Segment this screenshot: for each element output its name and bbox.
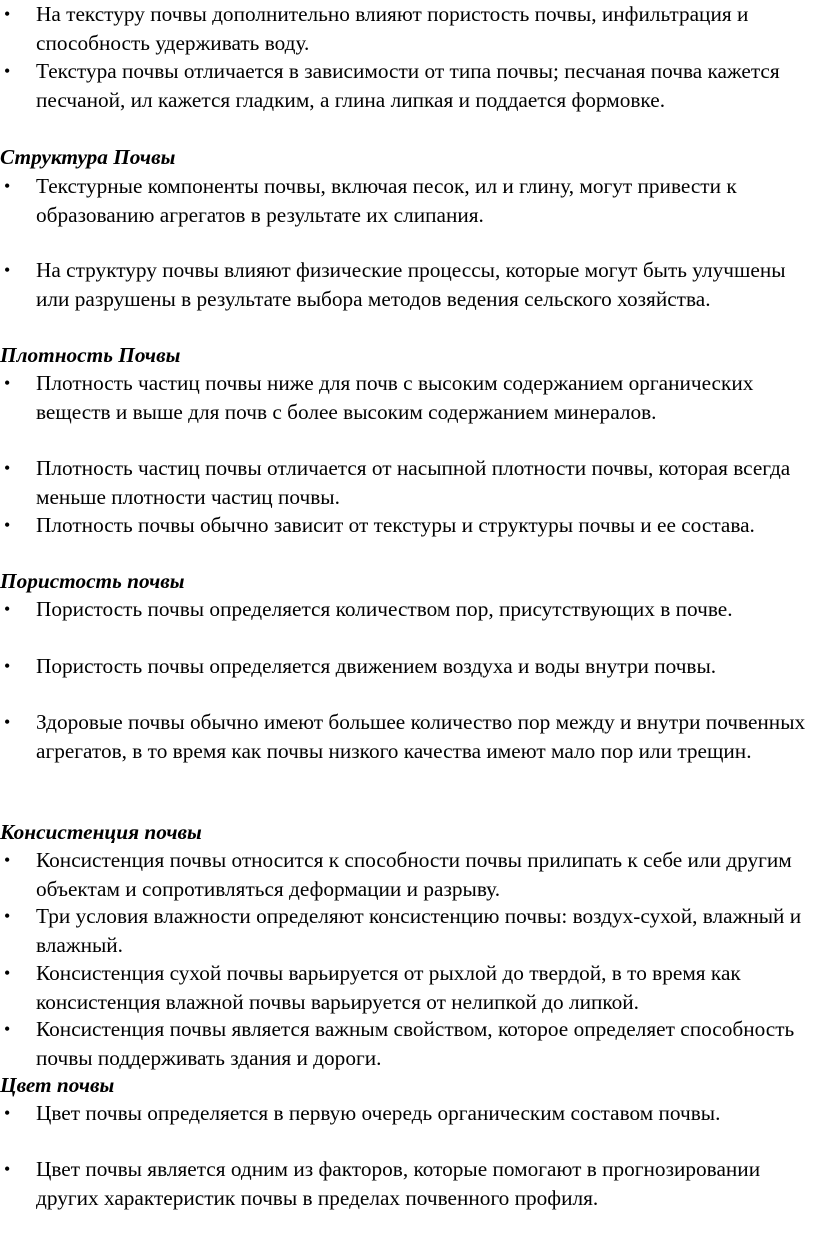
list-item: Пористость почвы определяется количеством пор, присутствующих в почве. [36,597,733,621]
bullet-icon: • [4,260,11,280]
list-item: Три условия влажности определяют консистенцию почвы: воздух-сухой, влажный и влажный. [36,904,802,957]
list-item: Плотность почвы обычно зависит от текстуры и структуры почвы и ее состава. [36,513,755,537]
bullet-icon: • [4,906,11,926]
list-item: Здоровые почвы обычно имеют большее количество пор между и внутри почвенных агрегатов, в то время как почвы низкого качества имеют мало пор или трещин. [36,710,806,763]
section-heading-porosity: Пористость почвы [0,569,185,593]
bullet-icon: • [4,599,11,619]
list-item: Текстурные компоненты почвы, включая песок, ил и глину, могут привести к образованию агрегатов в результате их слипания. [36,174,737,227]
section-heading-consistency: Консистенция почвы [0,820,202,844]
bullet-icon: • [4,656,11,676]
list-item: Консистенция сухой почвы варьируется от рыхлой до твердой, в то время как консистенция влажной почвы варьируется от нелипкой до липкой. [36,961,741,1014]
bullet-icon: • [4,458,11,478]
bullet-icon: • [4,1019,11,1039]
list-item: На текстуру почвы дополнительно влияют пористость почвы, инфильтрация и способность удерживать воду. [36,2,749,55]
bullet-icon: • [4,515,11,535]
bullet-icon: • [4,61,11,81]
list-item: Цвет почвы определяется в первую очередь органическим составом почвы. [36,1101,721,1125]
bullet-icon: • [4,4,11,24]
section-heading-color: Цвет почвы [0,1073,115,1097]
list-item: Пористость почвы определяется движением воздуха и воды внутри почвы. [36,654,717,678]
list-item: Текстура почвы отличается в зависимости от типа почвы; песчаная почва кажется песчаной, ил кажется гладким, а глина липкая и поддается формовке. [36,59,780,112]
bullet-icon: • [4,1159,11,1179]
section-heading-structure: Структура Почвы [0,145,176,169]
list-item: Плотность частиц почвы ниже для почв с высоким содержанием органических веществ и выше для почв с более высоким содержанием минералов. [36,371,754,424]
list-item: Цвет почвы является одним из факторов, которые помогают в прогнозировании других характеристик почвы в пределах почвенного профиля. [36,1157,761,1210]
list-item: Плотность частиц почвы отличается от насыпной плотности почвы, которая всегда меньше плотности частиц почвы. [36,456,791,509]
bullet-icon: • [4,1103,11,1123]
list-item: Консистенция почвы относится к способности почвы прилипать к себе или другим объектам и сопротивляться деформации и разрыву. [36,848,792,901]
list-item: На структуру почвы влияют физические процессы, которые могут быть улучшены или разрушены в результате выбора методов ведения сельского хозяйства. [36,258,786,311]
bullet-icon: • [4,712,11,732]
bullet-icon: • [4,850,11,870]
list-item: Консистенция почвы является важным свойством, которое определяет способность почвы поддерживать здания и дороги. [36,1017,795,1070]
section-heading-density: Плотность Почвы [0,343,181,367]
bullet-icon: • [4,176,11,196]
bullet-icon: • [4,963,11,983]
bullet-icon: • [4,373,11,393]
